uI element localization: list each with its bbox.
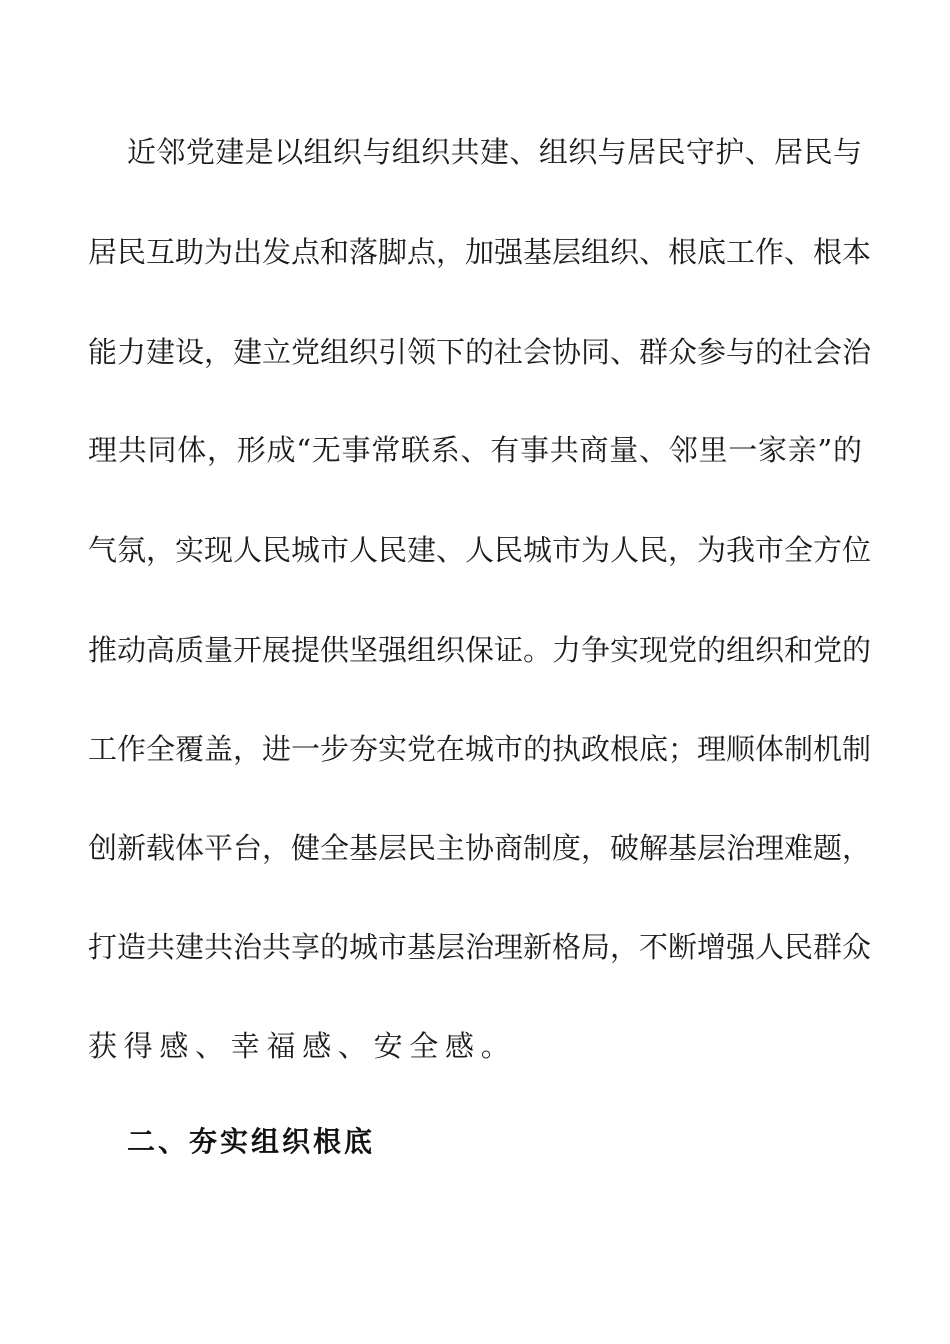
section-heading: 二、夯实组织根底 (127, 1125, 376, 1158)
paragraph-line: 创新载体平台，健全基层民主协商制度，破解基层治理难题， (88, 831, 872, 865)
paragraph-line: 居民互助为出发点和落脚点，加强基层组织、根底工作、根本 (88, 235, 872, 269)
paragraph-line: 打造共建共治共享的城市基层治理新格局，不断增强人民群众 (88, 930, 872, 964)
paragraph-line: 理共同体，形成“无事常联系、有事共商量、邻里一家亲”的 (88, 433, 862, 467)
paragraph-line: 推动高质量开展提供坚强组织保证。力争实现党的组织和党的 (88, 633, 872, 667)
paragraph-line: 获得感、幸福感、安全感。 (88, 1029, 517, 1063)
paragraph-line: 近邻党建是以组织与组织共建、组织与居民守护、居民与 (127, 135, 862, 169)
paragraph-line: 能力建设，建立党组织引领下的社会协同、群众参与的社会治 (88, 335, 872, 369)
paragraph-line: 气氛，实现人民城市人民建、人民城市为人民，为我市全方位 (88, 533, 872, 567)
paragraph-line: 工作全覆盖，进一步夯实党在城市的执政根底；理顺体制机制 (88, 732, 872, 766)
